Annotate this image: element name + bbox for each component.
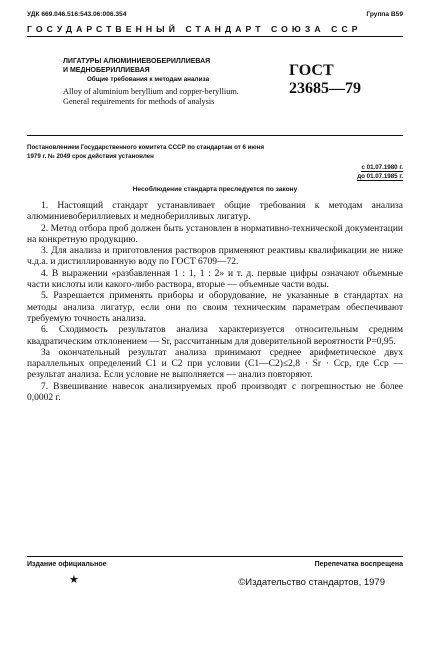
paragraph-4: 4. В выражении «разбавленная 1 : 1, 1 : 2» и т. д. первые цифры означают объемные части кислоты или какого-либо раствора, вторые — объемные части воды.: [27, 268, 403, 291]
title-ru-line1: ЛИГАТУРЫ АЛЮМИНИЕВОБЕРИЛЛИЕВАЯ: [63, 58, 211, 65]
gost-label: ГОСТ: [289, 62, 334, 79]
paragraph-2: 2. Метод отбора проб должен быть установлен в нормативно-технической документации на конкретную продукцию.: [27, 223, 403, 245]
star-icon: ★: [69, 573, 79, 586]
state-standard-banner: ГОСУДАРСТВЕННЫЙ СТАНДАРТ СОЮЗА ССР: [27, 24, 403, 37]
udc-code: УДК 669.046.516:543.06:006.354: [27, 11, 127, 18]
validity-dates: [27, 163, 403, 181]
document-page: [27, 10, 403, 404]
date-from: с 01.07.1980 г.: [361, 164, 403, 171]
body-text: [27, 201, 403, 404]
decree-line2: 1979 г. № 2049 срок действия установлен: [27, 153, 154, 160]
paragraph-5: 5. Разрешается применять приборы и оборудование, не указанные в стандартах на методы анализа лигатур, если они по своим техническим параметрам обеспечивают требуемую точность анализа.: [27, 291, 403, 324]
paragraph-1: 1. Настоящий стандарт устанавливает общие требования к методам анализа алюминиевобериллиевых и медноберилливых лигатур.: [27, 201, 403, 223]
title-en: [63, 87, 273, 106]
title-ru-line2: И МЕДНОБЕРИЛЛИЕВАЯ: [63, 67, 150, 74]
group-code: Группа В59: [366, 11, 403, 18]
paragraph-3: 3. Для анализа и приготовления растворов применяют реактивы квалификации не ниже ч.д.а. и дистиллированную воду по ГОСТ 6709—72.: [27, 246, 403, 268]
gost-number: 23685—79: [289, 80, 361, 97]
title-divider: [27, 135, 403, 136]
title-en-line2: General requirements for methods of analysis: [63, 96, 215, 106]
footer-row: [27, 557, 403, 568]
reprint-notice: Перепечатка воспрещена: [314, 561, 403, 568]
official-edition: Издание официальное: [27, 561, 107, 568]
publisher-copyright: ©Издательство стандартов, 1979: [238, 577, 385, 588]
decree-line1: Постановлением Государственного комитета СССР по стандартам от 6 июня: [27, 144, 265, 151]
title-left: [63, 57, 273, 106]
paragraph-7: 7. Взвешивание навесок анализируемых проб производят с погрешностью не более 0,0002 г.: [27, 381, 403, 404]
gost-designation: [289, 62, 361, 98]
decree-text: [27, 143, 403, 161]
violation-notice: Несоблюдение стандарта преследуется по закону: [132, 186, 298, 193]
title-block: [27, 57, 403, 143]
paragraph-6: 6. Сходимость результатов анализа характеризуется относительным средним квадратическим отклонением — Sr, рассчитанным для доверительной вероятности P=0,95.: [27, 325, 403, 347]
title-en-line1: Alloy of aluminium beryllium and copper-beryllium.: [63, 87, 239, 96]
date-to: до 01.07.1985 г.: [357, 173, 403, 180]
header-line: [27, 10, 403, 19]
title-ru-subtitle: Общие требования к методам анализа: [86, 76, 210, 83]
paragraph-6b: За окончательный результат анализа принимают среднее арифметическое двух параллельных определений C1 и C2 при условии (C1—C2)≤2,8 · Sr · Cср, где Cср — результат анализа. Если условие не выполняется — анализ повторяют.: [27, 347, 403, 381]
footer: [27, 556, 403, 588]
